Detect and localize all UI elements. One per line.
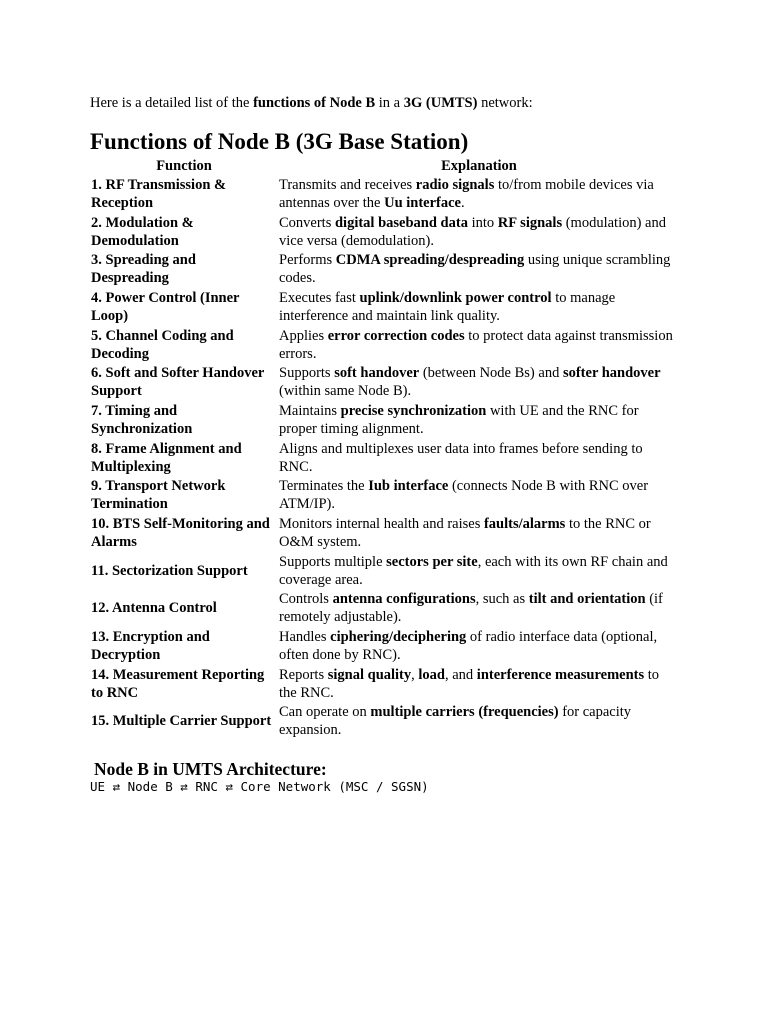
function-cell: 15. Multiple Carrier Support	[91, 713, 272, 730]
explanation-text: Converts	[279, 214, 335, 231]
explanation-bold: load	[418, 666, 445, 683]
explanation-cell	[278, 288, 680, 326]
explanation-text: Controls	[279, 591, 333, 608]
explanation-text: , each with its own RF chain and coverage area.	[279, 553, 668, 588]
page-title: Functions of Node B (3G Base Station)	[90, 129, 469, 154]
intro-bold-2: 3G (UMTS)	[403, 95, 478, 111]
function-cell: 12. Antenna Control	[91, 600, 217, 617]
function-cell: 1. RF Transmission & Reception	[91, 176, 227, 211]
intro-bold-1: functions of Node B	[253, 95, 376, 111]
explanation-text: (if remotely adjustable).	[279, 591, 663, 626]
function-cell: 8. Frame Alignment and Multiplexing	[91, 440, 242, 475]
explanation-bold: interference measurements	[476, 666, 645, 683]
explanation-text: to the RNC.	[279, 666, 660, 701]
explanation-bold: Iub interface	[368, 478, 449, 495]
function-cell: 2. Modulation & Demodulation	[91, 214, 194, 249]
explanation-text: Monitors internal health and raises	[279, 516, 484, 533]
explanation-text: to the RNC or O&M system.	[279, 516, 651, 551]
explanation-text: .	[461, 194, 465, 211]
explanation-cell	[278, 175, 680, 213]
functions-table	[90, 157, 680, 740]
explanation-bold: uplink/downlink power control	[359, 289, 552, 306]
explanation-cell	[278, 665, 680, 703]
explanation-cell	[278, 250, 680, 288]
explanation-text: Supports	[279, 365, 335, 382]
function-cell: 7. Timing and Synchronization	[91, 402, 193, 437]
explanation-text: Handles	[279, 629, 331, 646]
explanation-bold: signal quality	[327, 666, 412, 683]
explanation-text: (modulation) and vice versa (demodulation).	[279, 214, 666, 249]
explanation-cell	[278, 514, 680, 552]
table-row	[90, 627, 680, 665]
table-row	[90, 590, 680, 628]
explanation-text: , such as	[475, 591, 529, 608]
explanation-bold: radio signals	[415, 176, 495, 193]
explanation-bold: digital baseband data	[334, 214, 468, 231]
table-body	[90, 175, 680, 740]
explanation-bold: multiple carriers (frequencies)	[370, 704, 559, 721]
explanation-text: to protect data against transmission errors.	[279, 327, 673, 362]
explanation-text: Transmits and receives	[279, 176, 416, 193]
explanation-text: Executes fast	[279, 289, 360, 306]
explanation-text: into	[467, 214, 498, 231]
explanation-text: for capacity expansion.	[279, 704, 632, 739]
explanation-bold: CDMA spreading/despreading	[335, 252, 525, 269]
table-header-row	[90, 157, 680, 175]
table-row	[90, 552, 680, 590]
table-row	[90, 514, 680, 552]
explanation-cell	[278, 703, 680, 741]
intro-text-2: in a	[375, 95, 404, 111]
function-cell: 3. Spreading and Despreading	[91, 252, 196, 287]
table-row	[90, 175, 680, 213]
explanation-text: (within same Node B).	[279, 383, 412, 400]
explanation-text: (connects Node B with RNC over ATM/IP).	[279, 478, 649, 513]
explanation-cell	[278, 590, 680, 628]
explanation-bold: precise synchronization	[340, 402, 487, 419]
explanation-cell	[278, 477, 680, 515]
explanation-text: (between Node Bs) and	[419, 365, 563, 382]
function-cell: 14. Measurement Reporting to RNC	[91, 666, 265, 701]
explanation-cell	[278, 552, 680, 590]
table-row	[90, 665, 680, 703]
explanation-cell	[278, 363, 680, 401]
function-cell: 10. BTS Self-Monitoring and Alarms	[91, 516, 270, 551]
header-explanation: Explanation	[441, 158, 517, 174]
function-cell: 6. Soft and Softer Handover Support	[91, 365, 265, 400]
explanation-text: Applies	[279, 327, 328, 344]
header-function: Function	[156, 158, 212, 174]
intro-text-3: network:	[477, 95, 533, 111]
section-title: Node B in UMTS Architecture:	[94, 759, 327, 779]
function-cell: 5. Channel Coding and Decoding	[91, 327, 234, 362]
table-row	[90, 288, 680, 326]
explanation-bold: ciphering/deciphering	[330, 629, 467, 646]
explanation-text: Supports multiple	[279, 553, 387, 570]
explanation-text: Performs	[279, 252, 336, 269]
explanation-bold: error correction codes	[327, 327, 465, 344]
explanation-bold: Uu interface	[384, 194, 461, 211]
explanation-text: , and	[444, 666, 477, 683]
explanation-cell	[278, 213, 680, 251]
function-cell: 9. Transport Network Termination	[91, 478, 226, 513]
table-row	[90, 213, 680, 251]
explanation-cell	[278, 439, 680, 477]
explanation-bold: tilt and orientation	[528, 591, 646, 608]
table-row	[90, 363, 680, 401]
table-row	[90, 477, 680, 515]
table-row	[90, 703, 680, 741]
explanation-text: ,	[411, 666, 419, 683]
explanation-text: of radio interface data (optional, often done by RNC).	[279, 629, 658, 664]
table-row	[90, 326, 680, 364]
explanation-cell	[278, 627, 680, 665]
function-cell: 4. Power Control (Inner Loop)	[91, 289, 240, 324]
explanation-text: Can operate on	[279, 704, 371, 721]
table-row	[90, 250, 680, 288]
explanation-bold: faults/alarms	[483, 516, 566, 533]
function-cell: 13. Encryption and Decryption	[91, 629, 210, 664]
explanation-bold: RF signals	[497, 214, 563, 231]
explanation-text: Reports	[279, 666, 328, 683]
explanation-text: to manage interference and maintain link quality.	[279, 289, 616, 324]
explanation-bold: sectors per site	[386, 553, 478, 570]
explanation-bold: soft handover	[334, 365, 420, 382]
table-row	[90, 401, 680, 439]
explanation-text: Maintains	[279, 402, 341, 419]
function-cell: 11. Sectorization Support	[91, 562, 248, 579]
explanation-text: using unique scrambling codes.	[279, 252, 671, 287]
explanation-bold: softer handover	[562, 365, 661, 382]
explanation-bold: antenna configurations	[332, 591, 476, 608]
architecture-line: UE ⇄ Node B ⇄ RNC ⇄ Core Network (MSC / SGSN)	[90, 779, 429, 794]
explanation-text: with UE and the RNC for proper timing alignment.	[279, 402, 639, 437]
explanation-cell	[278, 401, 680, 439]
intro-paragraph	[90, 94, 533, 112]
explanation-cell	[278, 326, 680, 364]
explanation-text: Aligns and multiplexes user data into frames before sending to RNC.	[279, 440, 643, 475]
explanation-text: Terminates the	[279, 478, 369, 495]
table-row	[90, 439, 680, 477]
intro-text-1: Here is a detailed list of the	[90, 95, 254, 111]
explanation-text: to/from mobile devices via antennas over the	[279, 176, 654, 211]
